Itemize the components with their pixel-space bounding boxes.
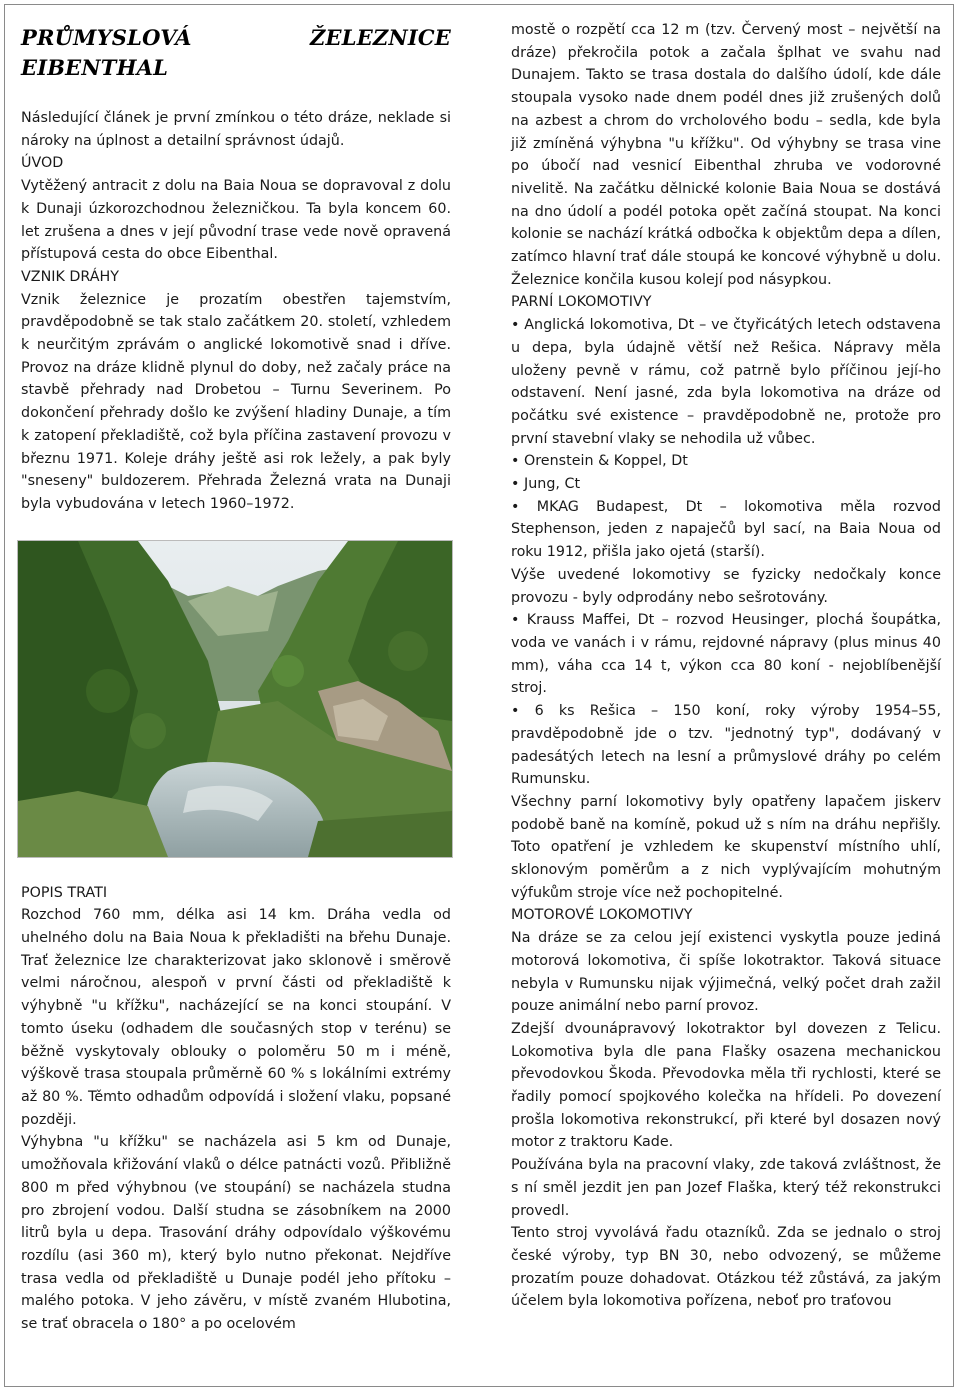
popis-paragraph-3: mostě o rozpětí cca 12 m (tzv. Červený most – největší na dráze) překročila potok a začala šplhat ve svahu nad Dunajem. Takto se trasa dostala do dalšího údolí, kde dále stoupala vysoko nade dnem podél dnes již zrušených dolů na azbest a chrom do vrcholového bodu – sedla, kde byla již zmíněná výhybna "u křížku". Od výhybny se trasa vine po úbočí nad vesnicí Eibenthal zhruba ve vodorovné nivelitě. Na začátku dělnické kolonie Baia Noua se dostává na dno údolí a podél potoka opět začíná stoupat. Na konci kolonie se nachází krátká odbočka k objektům depa a dílen, zatímco hlavní trať dále stoupá ke koncové výhybně u dolu. Železnice končila kusou kolejí pod násypkou. xyxy=(511,22,941,288)
section-heading-uvod: ÚVOD xyxy=(21,155,64,172)
uvod-paragraph: Vytěžený antracit z dolu na Baia Noua se dopravoval z dolu k Dunaji úzkorozchodnou železničkou. Ta byla koncem 60. let zrušena a dnes v její původní trase vede nově opravená přístupová cesta do obce Eibenthal. xyxy=(21,178,451,263)
popis-paragraph-2: Výhybna "u křížku" se nacházela asi 5 km od Dunaje, umožňovala křižování vlaků o délce patnácti vozů. Přibližně 800 m před výhybnou (ve stoupání) se nacházela studna pro zbrojení vodou. Další studna se zásobníkem na 2000 litrů byla u depa. Trasování dráhy odpovídalo výškovému rozdílu (asi 360 m), který bylo nutno překonat. Nejdříve trasa vedla od překladiště u Dunaje podél jeho přítoku – malého potoka. V jeho závěru, v místě zvaném Hlubotina, se trať obracela o 180° a po ocelovém xyxy=(21,1134,451,1333)
motorove-paragraph-3: Používána byla na pracovní vlaky, zde taková zvláštnost, že s ní směl jezdit jen pan Jozef Flaška, který též rekonstrukci provedl. xyxy=(511,1157,941,1219)
valley-photo xyxy=(17,540,453,858)
left-column xyxy=(21,19,451,1336)
article-title: PRŮMYSLOVÁ ŽELEZNICE EIBENTHAL xyxy=(21,25,451,80)
parni-item-8: Všechny parní lokomotivy byly opatřeny lapačem jiskerv podobě baně na komíně, pokud už s ním na dráhu nepřišly. Toto opatření je vzhledem ke skupenství místního uhlí, sklonovým poměrům a z nich vyplývajícím mohutným výfukům stroje více než pochopitelné. xyxy=(511,793,941,901)
parni-item-7: • 6 ks Rešica – 150 koní, roky výroby 1954–55, pravděpodobně jde o tzv. "jednotný typ", dodávaný v padesátých letech na lesní a průmyslové dráhy po celém Rumunsku. xyxy=(511,703,941,788)
motorove-paragraph-4: Tento stroj vyvolává řadu otazníků. Zda se jednalo o stroj české výroby, typ BN 30, nebo odvozený, se můžeme prozatím pouze dohadovat. Otázkou též zůstává, za jakým účelem byla lokomotiva pořízena, neboť pro traťovou xyxy=(511,1225,941,1310)
parni-item-2: • Orenstein & Koppel, Dt xyxy=(511,453,688,470)
section-heading-popis: POPIS TRATI xyxy=(21,884,108,901)
section-heading-parni: PARNÍ LOKOMOTIVY xyxy=(511,294,652,311)
motorove-paragraph-2: Zdejší dvounápravový lokotraktor byl dovezen z Telicu. Lokomotiva byla dle pana Flašky osazena mechanickou převodovkou Škoda. Převodovka měla tři rychlosti, které se řadily pomocí spojkového kolečka na hřídeli. Po dovezení prošla lokomotiva rekonstrukcí, při které byl dosazen nový motor z traktoru Kade. xyxy=(511,1020,941,1151)
parni-item-5: Výše uvedené lokomotivy se fyzicky nedočkaly konce provozu - byly odprodány nebo sešrotovány. xyxy=(511,566,941,606)
vznik-paragraph: Vznik železnice je prozatím obestřen tajemstvím, pravděpodobně se tak stalo začátkem 20. století, vzhledem k neurčitým zprávám o anglické lokomotivě snad i dříve. Provoz na dráze klidně plynul do doby, než začaly práce na stavbě přehrady nad Drobetou – Turnu Severinem. Po dokončení přehrady došlo ke zvýšení hladiny Dunaje, a tím k zatopení překladiště, což byla příčina zastavení provozu v březnu 1971. Koleje dráhy ještě asi rok ležely, a pak byly "sneseny" buldozerem. Přehrada Železná vrata na Dunaji byla vybudována v letech 1960–1972. xyxy=(21,291,451,512)
popis-paragraph-1: Rozchod 760 mm, délka asi 14 km. Dráha vedla od uhelného dolu na Baia Noua k překladišti na břehu Dunaje. Trať železnice lze charakterizovat jako sklonově i směrově velmi náročnou, alespoň v první části od překladiště k výhybně "u křížku", nacházející se na konci stoupání. V tomto úseku (odhadem dle současných stop v terénu) se běžně vyskytovaly oblouky o poloměru 50 m i méně, výškově trasa stoupala průměrně 60 % s lokálními extrémy až 80 %. Těmto odhadům odpovídá i složení vlaku, popsané později. xyxy=(21,907,451,1128)
right-column xyxy=(511,19,941,1313)
motorove-paragraph-1: Na dráze se za celou její existenci vyskytla pouze jediná motorová lokomotiva, či spíše lokotraktor. Taková situace nebyla v Rumunsku nijak výjimečná, velký počet drah zažil pouze animální nebo parní provoz. xyxy=(511,930,941,1015)
document-page xyxy=(4,4,954,1387)
intro-paragraph: Následující článek je první zmínkou o této dráze, neklade si nároky na úplnost a detailní správnost údajů. xyxy=(21,110,451,149)
parni-item-1: • Anglická lokomotiva, Dt – ve čtyřicátých letech odstavena u depa, byla údajně větší než Rešica. Nápravy měla uloženy pevně v rámu, což patrně bylo příčinou její-ho odstavení. Není jasné, zda byla lokomotiva na dráze od počátku své existence – pravděpodobně ne, protože pro první stavební vlaky se nehodila už vůbec. xyxy=(511,317,941,447)
section-heading-vznik: VZNIK DRÁHY xyxy=(21,268,120,285)
parni-item-4: • MKAG Budapest, Dt – lokomotiva měla rozvod Stephenson, jeden z napaječů byl sací, na Baia Noua od roku 1912, přišla jako ojetá (starší). xyxy=(511,498,941,561)
parni-item-3: • Jung, Ct xyxy=(511,476,581,493)
parni-item-6: • Krauss Maffei, Dt – rozvod Heusinger, plochá šoupátka, voda ve vanách i v rámu, rejdovné nápravy (plus minus 40 mm), váha cca 14 t, výkon cca 80 koní - nejoblíbenější stroj. xyxy=(511,612,941,697)
section-heading-motorove: MOTOROVÉ LOKOMOTIVY xyxy=(511,907,693,924)
